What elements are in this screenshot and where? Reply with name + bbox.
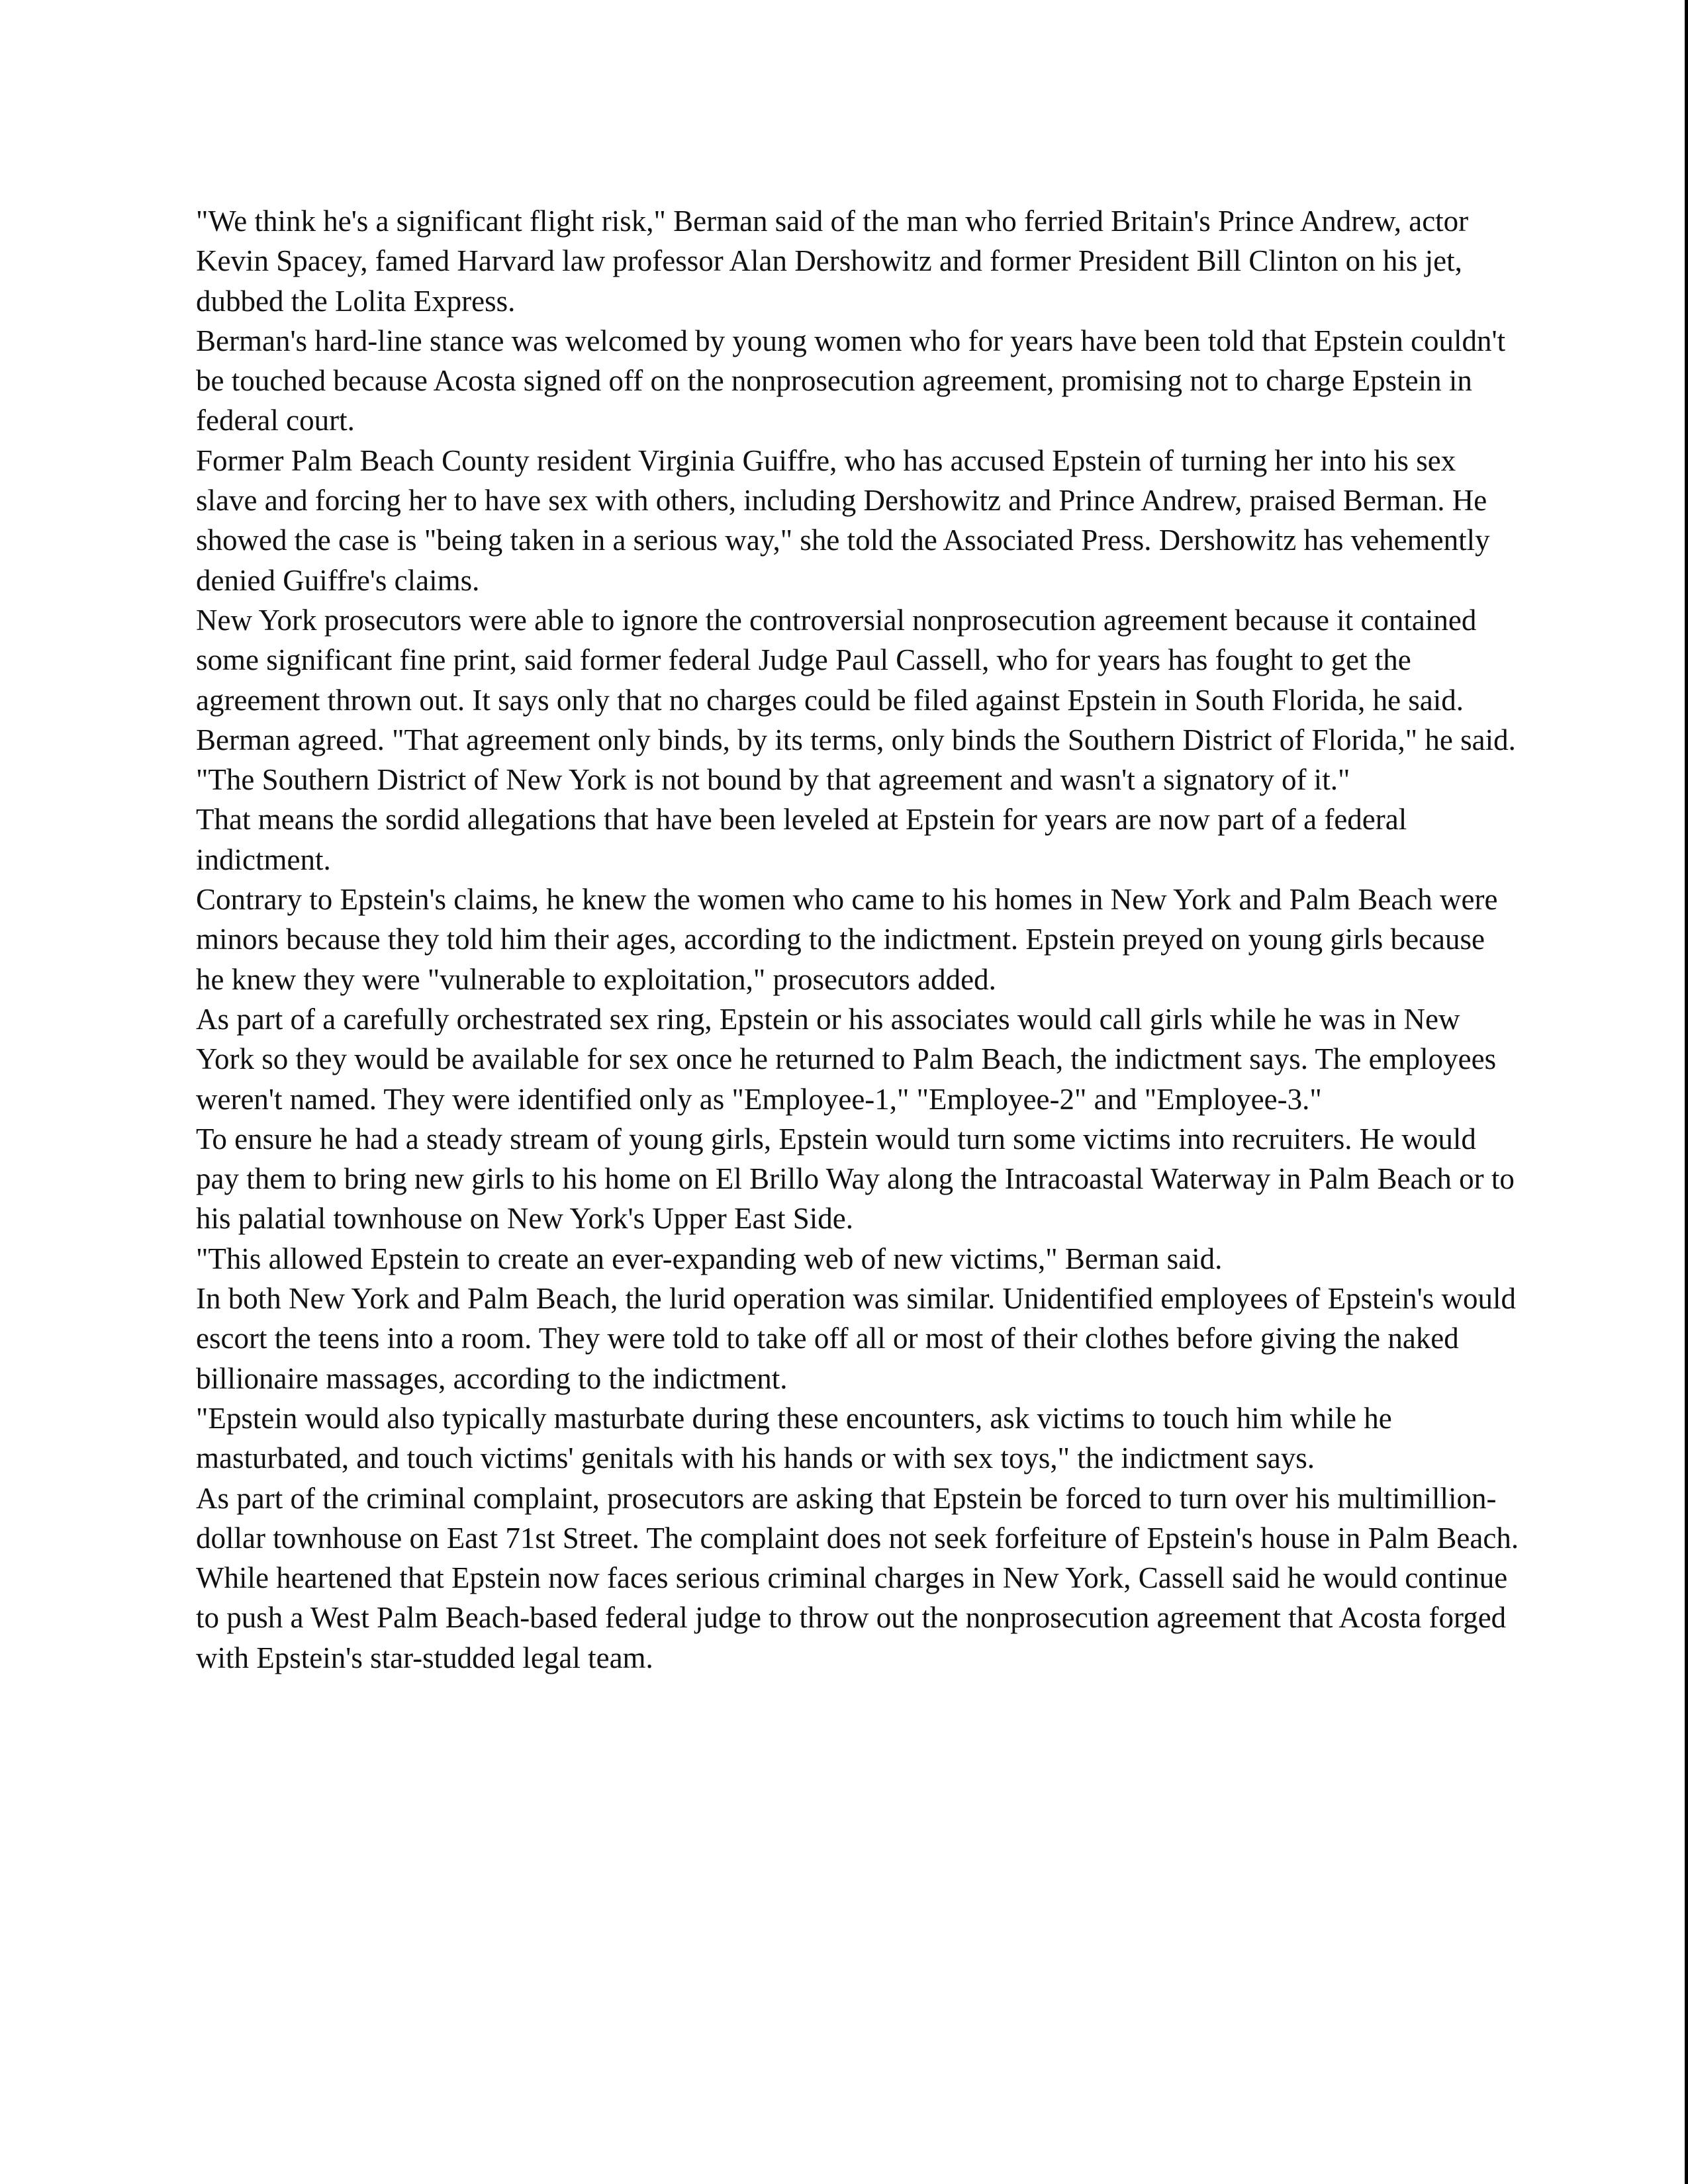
paragraph: "Epstein would also typically masturbate during these encounters, ask victims to touch him while he masturbated, and touch victims' genitals with his hands or with sex toys," the indictment says. bbox=[196, 1401, 1392, 1475]
paragraph: While heartened that Epstein now faces serious criminal charges in New York, Cassell said he would continue to push a West Palm Beach-based federal judge to throw out the nonprosecution agreement that Acosta forged with Epstein's star-studded legal team. bbox=[196, 1561, 1508, 1674]
paragraph: Contrary to Epstein's claims, he knew the women who came to his homes in New York and Palm Beach were minors because they told him their ages, according to the indictment. Epstein preyed on young girls because he knew they were "vulnerable to exploitation," prosecutors added. bbox=[196, 883, 1498, 996]
paragraph: "We think he's a significant flight risk," Berman said of the man who ferried Britain's Prince Andrew, actor Kevin Spacey, famed Harvard law professor Alan Dershowitz and former President Bill Clinton on his jet, dubbed the Lolita Express. bbox=[196, 205, 1469, 318]
page-edge-border bbox=[1685, 0, 1688, 2184]
paragraph: As part of the criminal complaint, prosecutors are asking that Epstein be forced to turn over his multimillion-dollar townhouse on East 71st Street. The complaint does not seek forfeiture of Epstein's house in Palm Beach. bbox=[196, 1481, 1519, 1555]
paragraph: "This allowed Epstein to create an ever-expanding web of new victims," Berman said. bbox=[196, 1242, 1223, 1275]
paragraph: That means the sordid allegations that have been leveled at Epstein for years are now part of a federal indictment. bbox=[196, 803, 1407, 876]
paragraph: As part of a carefully orchestrated sex ring, Epstein or his associates would call girls while he was in New York so they would be available for sex once he returned to Palm Beach, the indictment says. The employees weren't named. They were identified only as "Employee-1," "Employee-2" and "Employee-3." bbox=[196, 1002, 1497, 1116]
article-body bbox=[196, 201, 1520, 1678]
paragraph: Former Palm Beach County resident Virginia Guiffre, who has accused Epstein of turning her into his sex slave and forcing her to have sex with others, including Dershowitz and Prince Andrew, praised Berman. He showed the case is "being taken in a serious way," she told the Associated Press. Dershowitz has vehemently denied Guiffre's claims. bbox=[196, 443, 1490, 597]
paragraph: In both New York and Palm Beach, the lurid operation was similar. Unidentified employees of Epstein's would escort the teens into a room. They were told to take off all or most of their clothes before giving the naked billionaire massages, according to the indictment. bbox=[196, 1282, 1517, 1395]
paragraph: Berman agreed. "That agreement only binds, by its terms, only binds the Southern District of Florida," he said. "The Southern District of New York is not bound by that agreement and wasn't a signatory of it." bbox=[196, 723, 1516, 797]
paragraph: New York prosecutors were able to ignore the controversial nonprosecution agreement because it contained some significant fine print, said former federal Judge Paul Cassell, who for years has fought to get the agreement thrown out. It says only that no charges could be filed against Epstein in South Florida, he said. bbox=[196, 603, 1477, 717]
paragraph: Berman's hard-line stance was welcomed by young women who for years have been told that Epstein couldn't be touched because Acosta signed off on the nonprosecution agreement, promising not to charge Epstein in federal court. bbox=[196, 324, 1506, 437]
paragraph: To ensure he had a steady stream of young girls, Epstein would turn some victims into recruiters. He would pay them to bring new girls to his home on El Brillo Way along the Intracoastal Waterway in Palm Beach or to his palatial townhouse on New York's Upper East Side. bbox=[196, 1122, 1515, 1236]
